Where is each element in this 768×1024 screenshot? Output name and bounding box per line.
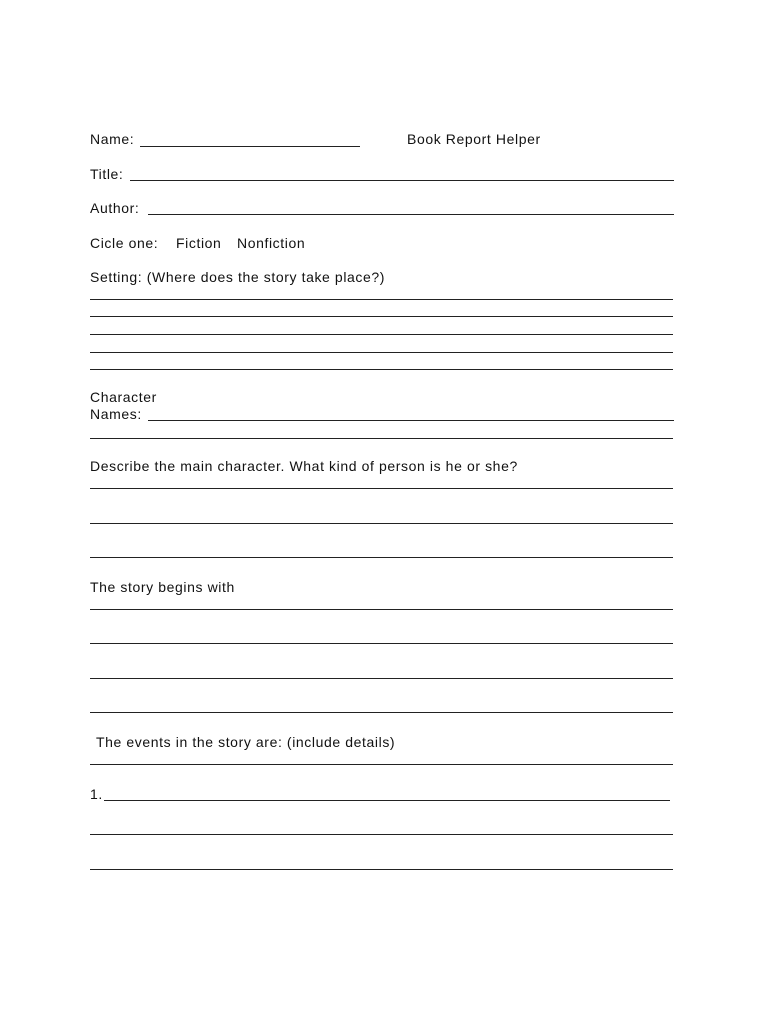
title-field[interactable]: [130, 180, 674, 181]
setting-answer-line[interactable]: [90, 299, 673, 300]
events-answer-line[interactable]: [90, 764, 673, 765]
character-names-field[interactable]: [148, 420, 674, 421]
events-answer-line[interactable]: [90, 869, 673, 870]
author-label: Author:: [90, 200, 140, 216]
events-prompt: The events in the story are: (include details): [96, 734, 396, 750]
setting-answer-line[interactable]: [90, 352, 673, 353]
option-fiction[interactable]: Fiction: [176, 235, 222, 251]
page-title: Book Report Helper: [407, 131, 541, 147]
option-nonfiction[interactable]: Nonfiction: [237, 235, 306, 251]
describe-prompt: Describe the main character. What kind of person is he or she?: [90, 458, 518, 474]
events-answer-line[interactable]: [90, 834, 673, 835]
character-names-line[interactable]: [90, 438, 673, 439]
begins-answer-line[interactable]: [90, 643, 673, 644]
begins-answer-line[interactable]: [90, 609, 673, 610]
begins-prompt: The story begins with: [90, 579, 235, 595]
describe-answer-line[interactable]: [90, 488, 673, 489]
name-field[interactable]: [140, 146, 360, 147]
circle-one-label: Cicle one:: [90, 235, 159, 251]
author-field[interactable]: [148, 214, 674, 215]
character-label-line1: Character: [90, 389, 157, 405]
title-label: Title:: [90, 166, 124, 182]
character-label-line2: Names:: [90, 406, 142, 422]
setting-answer-line[interactable]: [90, 316, 673, 317]
begins-answer-line[interactable]: [90, 712, 673, 713]
events-item-number: 1.: [90, 786, 103, 802]
setting-answer-line[interactable]: [90, 334, 673, 335]
name-label: Name:: [90, 131, 135, 147]
describe-answer-line[interactable]: [90, 557, 673, 558]
events-item-1-field[interactable]: [104, 800, 670, 801]
setting-prompt: Setting: (Where does the story take place?): [90, 269, 386, 285]
setting-answer-line[interactable]: [90, 369, 673, 370]
describe-answer-line[interactable]: [90, 523, 673, 524]
begins-answer-line[interactable]: [90, 678, 673, 679]
